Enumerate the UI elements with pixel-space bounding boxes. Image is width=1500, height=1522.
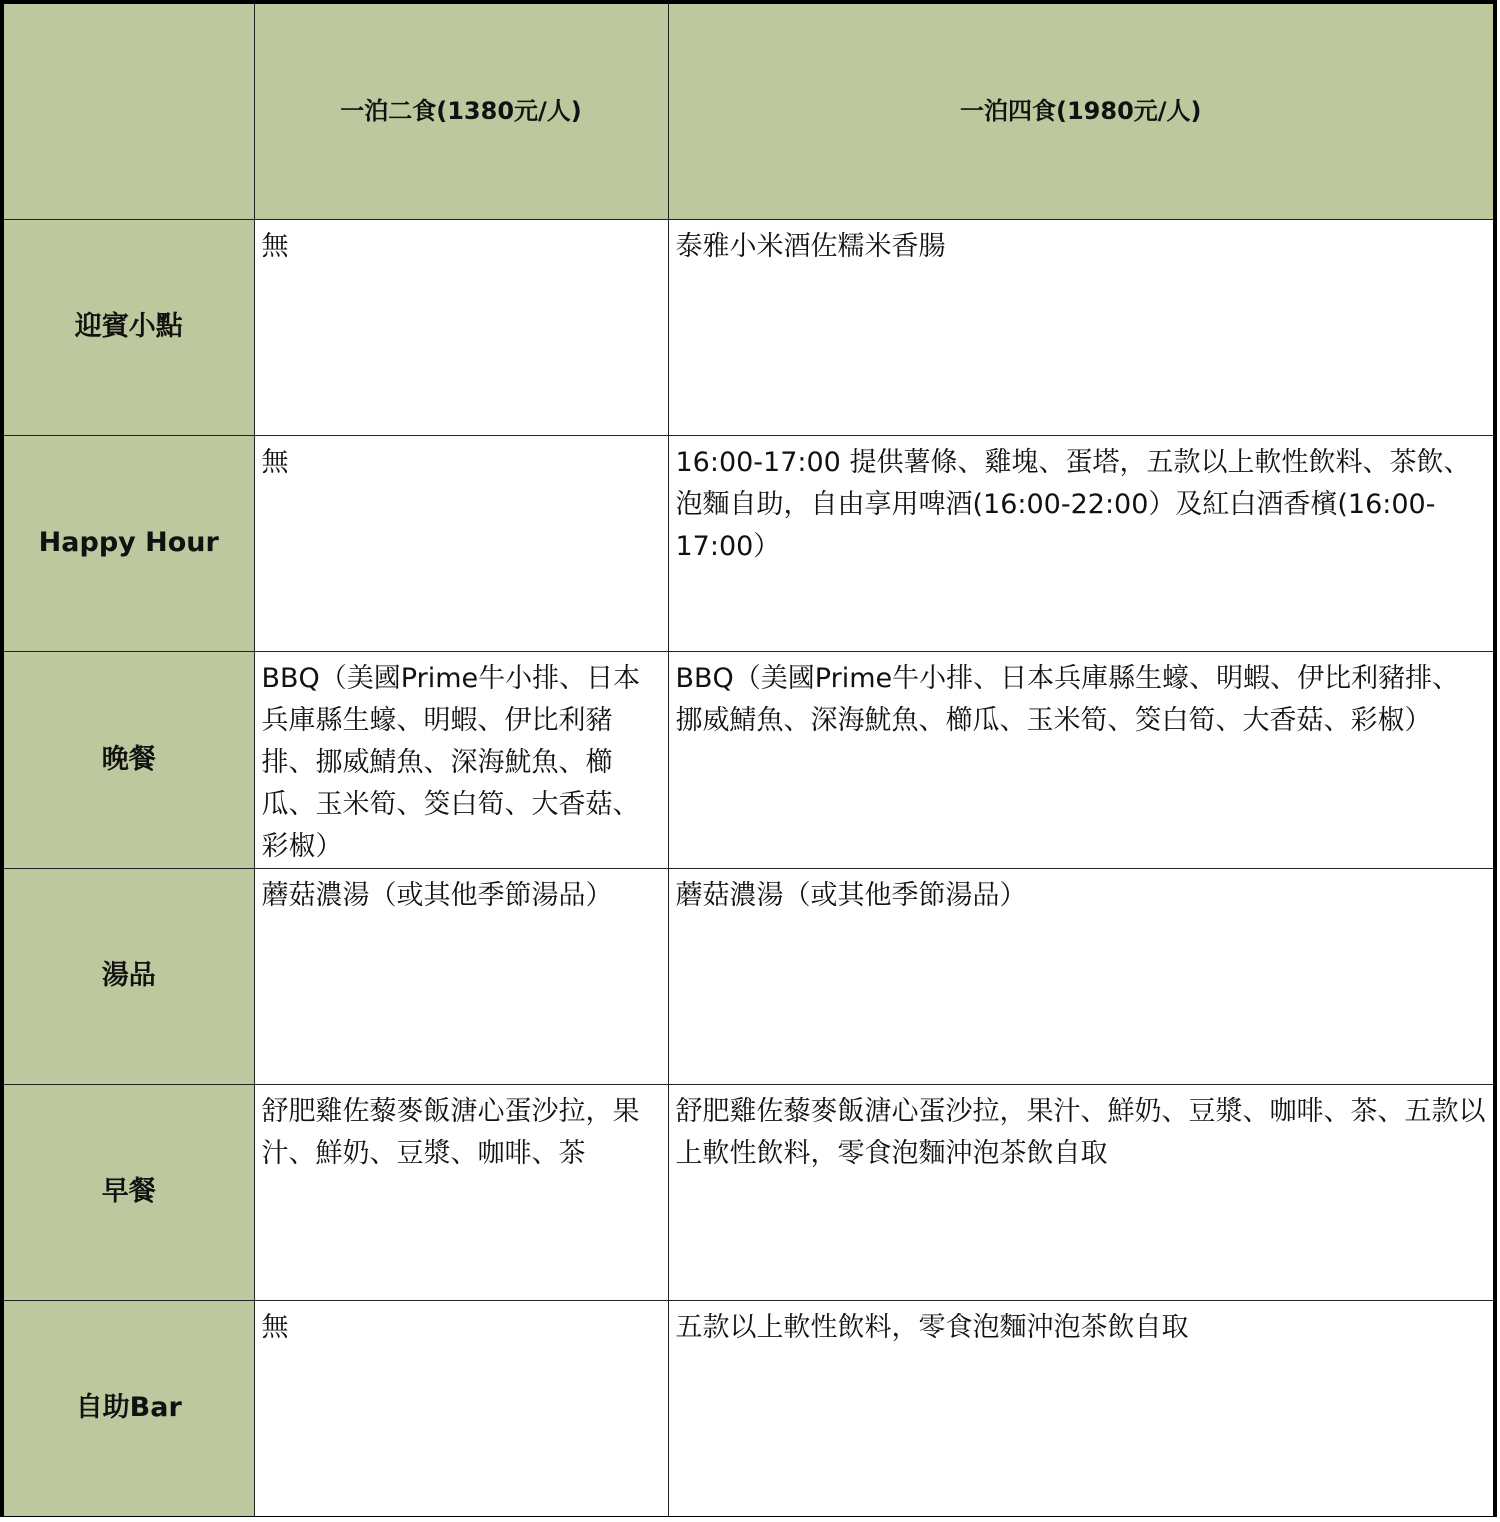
cell-text: 無 <box>261 230 289 262</box>
table-row-welcome-snack <box>4 219 1493 435</box>
cell-plan-b <box>668 868 1493 1084</box>
cell-plan-a <box>254 868 668 1084</box>
cell-plan-a <box>254 651 668 868</box>
cell-text: 五款以上軟性飲料，零食泡麵沖泡茶飲自取 <box>675 1311 1189 1343</box>
cell-plan-a <box>254 1084 668 1300</box>
cell-plan-b <box>668 1084 1493 1300</box>
table-row-self-service-bar <box>4 1300 1493 1516</box>
table-header-row <box>4 4 1493 219</box>
table-row-soup <box>4 868 1493 1084</box>
row-label: 早餐 <box>4 1084 254 1300</box>
cell-plan-a <box>254 435 668 651</box>
table-row-happy-hour <box>4 435 1493 651</box>
cell-text: 蘑菇濃湯（或其他季節湯品） <box>675 879 1027 911</box>
cell-plan-b <box>668 435 1493 651</box>
cell-plan-a <box>254 219 668 435</box>
cell-text: 無 <box>261 446 289 478</box>
table-row-breakfast <box>4 1084 1493 1300</box>
header-plan-two-meals: 一泊二食(1380元/人) <box>254 4 668 219</box>
cell-text: BBQ（美國Prime牛小排、日本兵庫縣生蠔、明蝦、伊比利豬排、挪威鯖魚、深海魷魚、櫛瓜、玉米筍、筊白筍、大香菇、彩椒） <box>675 662 1460 736</box>
cell-plan-b <box>668 219 1493 435</box>
row-label: Happy Hour <box>4 435 254 651</box>
header-corner-cell <box>4 4 254 219</box>
cell-text: 泰雅小米酒佐糯米香腸 <box>675 230 946 262</box>
cell-text: 蘑菇濃湯（或其他季節湯品） <box>261 879 613 911</box>
row-label: 晚餐 <box>4 651 254 868</box>
cell-plan-a <box>254 1300 668 1516</box>
cell-text: 舒肥雞佐藜麥飯溏心蛋沙拉，果汁、鮮奶、豆漿、咖啡、茶、五款以上軟性飲料，零食泡麵沖泡茶飲自取 <box>675 1095 1486 1169</box>
cell-plan-b <box>668 1300 1493 1516</box>
table-row-dinner <box>4 651 1493 868</box>
cell-text: BBQ（美國Prime牛小排、日本兵庫縣生蠔、明蝦、伊比利豬排、挪威鯖魚、深海魷魚、櫛瓜、玉米筍、筊白筍、大香菇、彩椒） <box>261 662 641 862</box>
cell-text: 無 <box>261 1311 289 1343</box>
row-label: 湯品 <box>4 868 254 1084</box>
meal-plan-comparison-table <box>4 4 1493 1516</box>
cell-text: 16:00-17:00 提供薯條、雞塊、蛋塔，五款以上軟性飲料、茶飲、泡麵自助，自由享用啤酒(16:00-22:00）及紅白酒香檳(16:00-17:00） <box>675 446 1471 562</box>
row-label: 迎賓小點 <box>4 219 254 435</box>
cell-plan-b <box>668 651 1493 868</box>
header-plan-four-meals: 一泊四食(1980元/人) <box>668 4 1493 219</box>
cell-text: 舒肥雞佐藜麥飯溏心蛋沙拉，果汁、鮮奶、豆漿、咖啡、茶 <box>261 1095 640 1169</box>
row-label: 自助Bar <box>4 1300 254 1516</box>
